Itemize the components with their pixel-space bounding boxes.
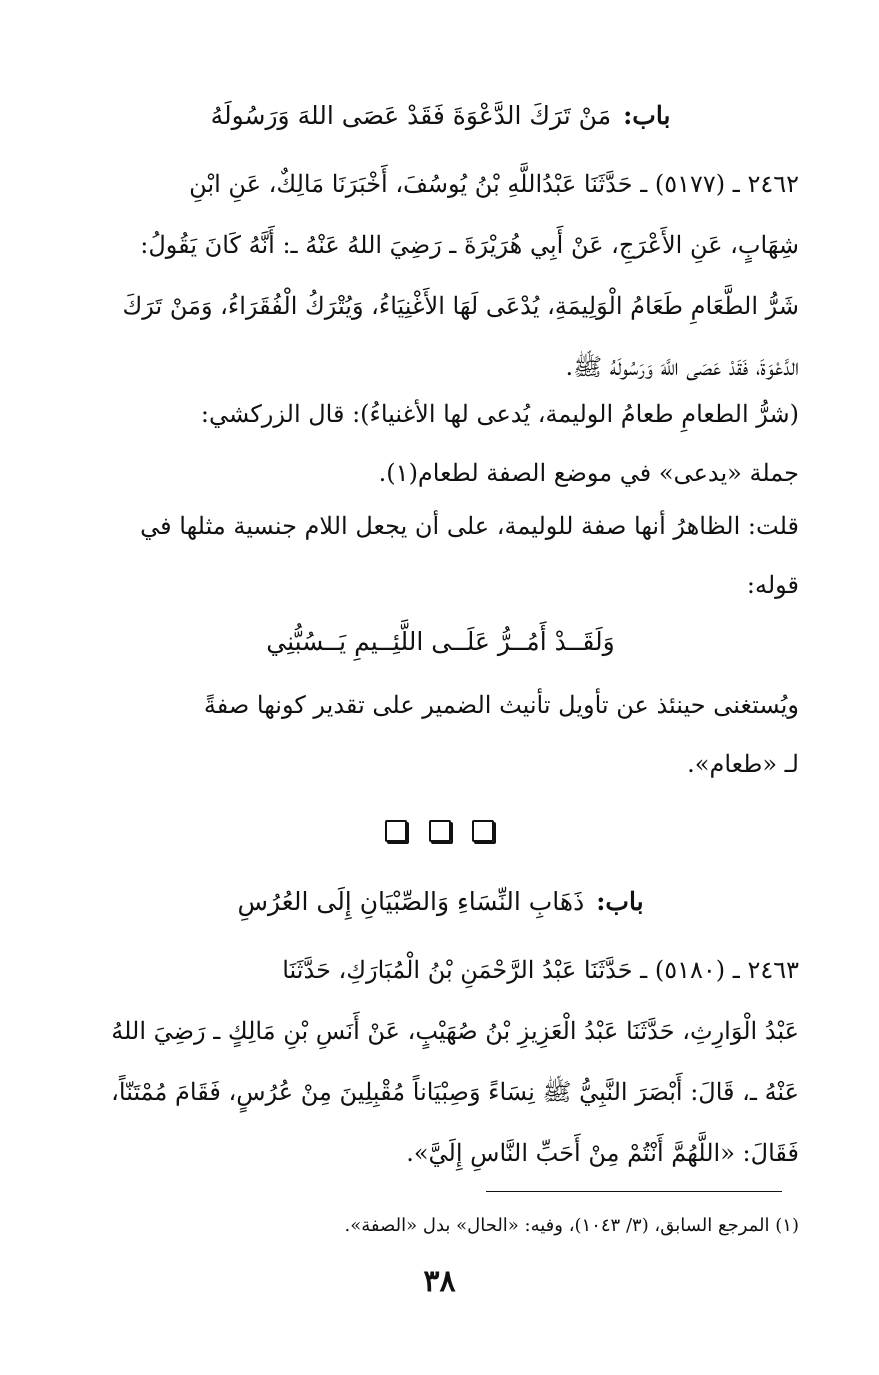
separator-square-icon — [385, 820, 407, 842]
chapter-heading-1 — [82, 96, 799, 136]
text-line: فَقَالَ: «اللَّهُمَّ أَنْتُمْ مِنْ أَحَبِّ النَّاسِ إِلَيَّ». — [406, 1139, 799, 1167]
text-line: جملة «يدعى» في موضع الصفة لطعام(١). — [378, 459, 799, 487]
footnote: (١) المرجع السابق، (٣/ ١٠٤٣)، وفيه: «الحال» بدل «الصفة». — [344, 1215, 799, 1236]
text-line: الدَّعْوَةَ، فَقَدْ عَصَى اللَّهَ وَرَسُولَهُ ﷺ. — [565, 353, 799, 381]
commentary-zarkashi — [82, 385, 799, 503]
separator-square-icon — [429, 820, 451, 842]
text-line: (شرُّ الطعامِ طعامُ الوليمة، يُدعى لها الأغنياءُ): قال الزركشي: — [200, 400, 799, 428]
commentary-qultu — [82, 497, 799, 615]
poetry-verse: وَلَقَــدْ أَمُــرُّ عَلَــى اللَّئِــيمِ يَــسُبُّنِي — [266, 627, 615, 656]
text-line: ٢٤٦٢ ـ (٥١٧٧) ـ حَدَّثَنَا عَبْدُاللَّهِ بْنُ يُوسُفَ، أَخْبَرَنَا مَالِكٌ، عَنِ ابْنِ — [189, 170, 799, 198]
text-line: لـ «طعام». — [687, 750, 799, 778]
page-number: ٣٨ — [423, 1264, 456, 1299]
chapter-heading-2 — [82, 882, 799, 922]
text-line: شَرُّ الطَّعَامِ طَعَامُ الْوَلِيمَةِ، يُدْعَى لَهَا الأَغْنِيَاءُ، وَيُتْرَكُ الْفُقَرَاءُ، وَمَنْ تَرَكَ — [122, 292, 799, 320]
text-line: قلت: الظاهرُ أنها صفة للوليمة، على أن يجعل اللام جنسية مثلها في — [140, 512, 799, 540]
chapter-label: باب: — [596, 887, 644, 916]
text-line: عَبْدُ الْوَارِثِ، حَدَّثَنَا عَبْدُ الْعَزِيزِ بْنُ صُهَيْبٍ، عَنْ أَنَسِ بْنِ مَالِكٍ ـ رَضِيَ اللهُ — [111, 1017, 799, 1045]
chapter-title: ذَهَابِ النِّسَاءِ وَالصِّبْيَانِ إِلَى العُرُسِ — [237, 887, 585, 916]
footnote-rule — [486, 1191, 782, 1192]
text-line: شِهَابٍ، عَنِ الأَعْرَجِ، عَنْ أَبِي هُرَيْرَةَ ـ رَضِيَ اللهُ عَنْهُ ـ: أَنَّهُ كَانَ يَقُولُ: — [140, 231, 799, 259]
chapter-title: مَنْ تَرَكَ الدَّعْوَةَ فَقَدْ عَصَى اللهَ وَرَسُولَهُ — [210, 101, 612, 130]
section-separator — [0, 820, 879, 846]
commentary-istighna — [82, 676, 799, 794]
hadith-2462 — [82, 154, 799, 398]
text-line: ويُستغنى حينئذ عن تأويل تأنيث الضمير على تقدير كونها صفةً — [203, 691, 799, 719]
chapter-label: باب: — [623, 101, 671, 130]
text-line: عَنْهُ ـ، قَالَ: أَبْصَرَ النَّبِيُّ ﷺ نِسَاءً وَصِبْيَاناً مُقْبِلِينَ مِنْ عُرُسٍ، فَقَامَ مُمْتَنّاً، — [111, 1078, 799, 1106]
hadith-2463 — [82, 940, 799, 1184]
text-line: ٢٤٦٣ ـ (٥١٨٠) ـ حَدَّثَنَا عَبْدُ الرَّحْمَنِ بْنُ الْمُبَارَكِ، حَدَّثَنَا — [282, 956, 799, 984]
text-line: قوله: — [746, 571, 799, 599]
separator-square-icon — [472, 820, 494, 842]
